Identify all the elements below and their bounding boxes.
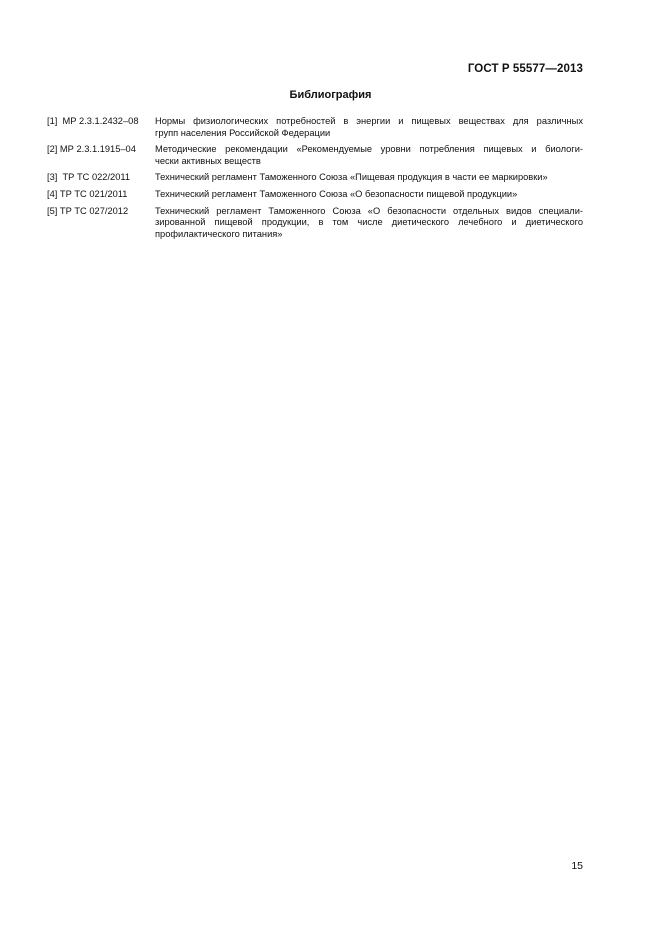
page-number: 15 <box>571 860 583 872</box>
reference-line: профилактического питания» <box>155 228 283 239</box>
reference-line: Технический регламент Таможенного Союза «Пищевая продукция в части ее маркировки» <box>155 172 548 183</box>
reference-id: [1] МР 2.3.1.2432–08 <box>47 116 139 126</box>
reference-line: чески активных веществ <box>155 155 261 166</box>
reference-line: групп населения Российской Федерации <box>155 127 331 138</box>
reference-text <box>155 189 583 201</box>
reference-text <box>155 144 583 167</box>
reference-id: [4] ТР ТС 021/2011 <box>47 188 128 199</box>
reference-text <box>155 206 583 241</box>
document-code: ГОСТ Р 55577—2013 <box>467 63 583 75</box>
reference-line: Технический регламент Таможенного Союза «О безопасности пищевой продукции» <box>155 188 518 199</box>
bibliography-entry <box>47 144 583 167</box>
reference-line: Технический регламент Таможенного Союза «О безопасности отдельных видов специали- <box>155 205 583 216</box>
reference-id: [2] МР 2.3.1.1915–04 <box>47 144 136 155</box>
section-title: Библиография <box>289 89 372 101</box>
reference-text <box>155 172 583 184</box>
reference-id: [3] ТР ТС 022/2011 <box>47 172 131 183</box>
reference-line: Нормы физиологических потребностей в энергии и пищевых веществах для различных <box>155 116 583 126</box>
reference-line: Методические рекомендации «Рекомендуемые уровни потребления пищевых и биологи- <box>155 144 583 155</box>
reference-id: [5] ТР ТС 027/2012 <box>47 205 129 216</box>
bibliography-list <box>47 116 583 245</box>
bibliography-entry <box>47 172 583 184</box>
reference-line: зированной пищевой продукции, в том числе диетического лечебного и диетического <box>155 217 583 228</box>
bibliography-entry <box>47 189 583 201</box>
bibliography-entry <box>47 116 583 139</box>
reference-text <box>155 116 583 139</box>
bibliography-entry <box>47 206 583 241</box>
